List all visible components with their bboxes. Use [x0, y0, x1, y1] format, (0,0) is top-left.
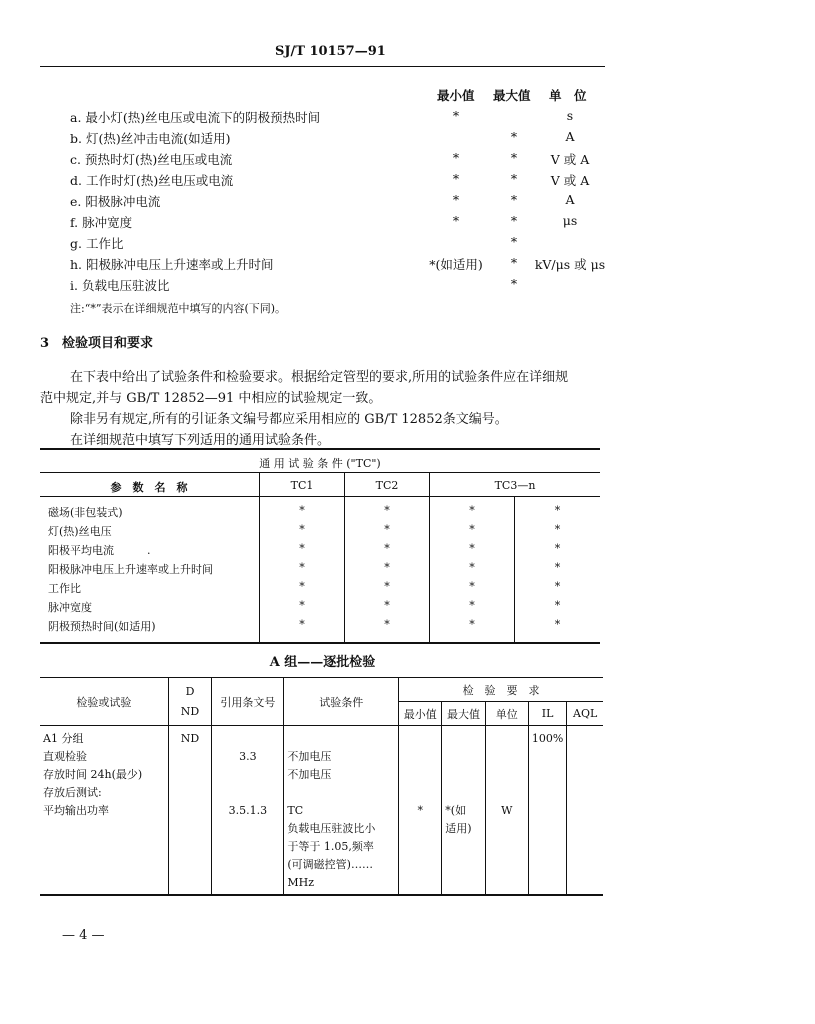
tc-row-value: *: [554, 561, 561, 574]
tc-row-value: *: [299, 618, 305, 631]
param-item-label: d. 工作时灯(热)丝电压或电流: [70, 173, 234, 188]
unit-line: W: [501, 804, 513, 817]
section-title: 3 检验项目和要求: [40, 336, 154, 351]
test-line: 存放后测试:: [43, 786, 102, 799]
param-item-unit: s: [566, 108, 574, 123]
condition-line: MHz: [287, 876, 315, 889]
tc-col-1: TC1: [290, 479, 314, 492]
min-line: *: [417, 804, 423, 817]
max-line: [445, 766, 481, 784]
condition-line: [287, 730, 395, 748]
tc-row-value: *: [554, 523, 561, 536]
cell-conditions: [284, 726, 399, 896]
param-item-min: *: [452, 150, 460, 165]
tc-row-value: *: [554, 618, 561, 631]
tc-row-value: *: [554, 580, 561, 593]
tc-row-value: *: [384, 618, 390, 631]
param-item-min: *(如适用): [429, 257, 483, 272]
cell-min: [399, 726, 442, 896]
param-item-max: *: [510, 234, 518, 249]
tc-row-value: *: [469, 580, 475, 593]
param-item-min: *: [452, 213, 460, 228]
col-min: 最小值: [437, 88, 475, 103]
condition-line: (可调磁控管)……: [287, 858, 373, 871]
clause-line: 3.5.1.3: [228, 804, 268, 817]
para3: 在详细规范中填写下列适用的通用试验条件。: [70, 433, 331, 448]
tc-vline: [344, 472, 345, 642]
tc-row-value: *: [469, 599, 475, 612]
cell-max: [442, 726, 485, 896]
tc-vline: [259, 472, 260, 642]
tc-vline: [429, 472, 430, 642]
th-nd: ND: [180, 704, 200, 718]
tc-param-header: 参 数 名 称: [110, 481, 188, 494]
test-line: 平均输出功率: [43, 804, 109, 817]
tc-row-value: *: [384, 523, 390, 536]
tc-row-value: *: [384, 504, 390, 517]
unit-line: [489, 766, 525, 784]
min-line: [402, 766, 438, 784]
tc-row-value: *: [469, 561, 475, 574]
th-test: 检验或试验: [40, 678, 168, 726]
tc-row-name: 脉冲宽度: [48, 601, 92, 614]
min-line: [402, 730, 438, 748]
clause-line: [215, 730, 280, 748]
clause-line: [215, 766, 280, 784]
tc-row-value: *: [554, 542, 561, 555]
tc-col-3: TC3—n: [494, 479, 536, 492]
tc-col-2: TC2: [375, 479, 399, 492]
cell-dnd: ND: [168, 726, 212, 896]
condition-line: 不加电压: [287, 768, 332, 781]
para1: 在下表中给出了试验条件和检验要求。根据给定管型的要求,所用的试验条件应在详细规: [70, 370, 569, 385]
unit-line: [489, 784, 525, 802]
param-item-label: a. 最小灯(热)丝电压或电流下的阴极预热时间: [70, 110, 321, 125]
param-item-label: e. 阳极脉冲电流: [70, 194, 161, 209]
max-line: *(如: [445, 804, 467, 817]
tc-row-value: *: [299, 542, 305, 555]
param-item-unit: V 或 A: [550, 152, 590, 167]
cell-test: [40, 726, 168, 896]
cell-aql: [567, 726, 603, 896]
condition-line: 不加电压: [287, 750, 332, 763]
aql-line: [570, 730, 600, 748]
param-item-min: *: [452, 171, 460, 186]
param-item-label: h. 阳极脉冲电压上升速率或上升时间: [70, 257, 274, 272]
clause-line: 3.3: [239, 750, 257, 763]
col-unit: 单 位: [549, 88, 587, 103]
tc-top-rule: [40, 448, 600, 450]
param-item-label: f. 脉冲宽度: [70, 215, 133, 230]
condition-line: TC: [287, 804, 304, 817]
param-item-unit: V 或 A: [550, 173, 590, 188]
th-min: 最小值: [399, 702, 442, 726]
tc-rule: [40, 472, 600, 473]
param-item-min: *: [452, 108, 460, 123]
th-unit: 单位: [485, 702, 528, 726]
tc-row-name: 阳极脉冲电压上升速率或上升时间: [48, 563, 213, 576]
test-line: A1 分组: [43, 732, 84, 745]
param-item-max: *: [510, 192, 518, 207]
tc-row-value: *: [384, 542, 390, 555]
tc-row-name: 阴极预热时间(如适用): [48, 620, 156, 633]
test-line: 存放时间 24h(最少): [43, 768, 143, 781]
condition-line: [287, 784, 395, 802]
param-item-max: *: [510, 213, 518, 228]
a-group-table: [40, 677, 603, 896]
min-line: [402, 784, 438, 802]
max-line: [445, 784, 481, 802]
min-line: [402, 748, 438, 766]
tc-row-name: 灯(热)丝电压: [48, 525, 112, 538]
page-number: — 4 —: [62, 928, 105, 943]
param-item-min: *: [452, 192, 460, 207]
tc-title: 通 用 试 验 条 件 ("TC"): [259, 457, 381, 470]
max-line: [445, 748, 481, 766]
th-conditions: 试验条件: [284, 678, 399, 726]
th-il: IL: [528, 702, 566, 726]
tc-row-value: *: [384, 599, 390, 612]
tc-row-value: *: [469, 618, 475, 631]
tc-row-name: 阳极平均电流 .: [48, 544, 151, 557]
param-item-label: g. 工作比: [70, 236, 124, 251]
param-item-unit: kV/μs 或 μs: [534, 257, 606, 272]
param-item-label: i. 负载电压驻波比: [70, 278, 170, 293]
tc-rule: [40, 496, 600, 497]
th-requirements: 检 验 要 求: [399, 678, 603, 702]
param-item-unit: A: [565, 192, 575, 207]
param-item-max: *: [510, 276, 518, 291]
tc-row-value: *: [299, 580, 305, 593]
clause-line: [215, 784, 280, 802]
a-group-title: A 组——逐批检验: [269, 655, 376, 670]
tc-bottom-rule: [40, 642, 600, 644]
tc-row-value: *: [299, 561, 305, 574]
cell-clause: [212, 726, 284, 896]
header-rule: [40, 66, 605, 67]
th-max: 最大值: [442, 702, 485, 726]
tc-row-value: *: [554, 599, 561, 612]
tc-row-value: *: [469, 523, 475, 536]
condition-line: 负载电压驻波比小: [287, 822, 376, 835]
condition-line: 于等于 1.05,频率: [287, 840, 374, 853]
tc-row-value: *: [299, 504, 305, 517]
doc-code: SJ/T 10157—91: [275, 44, 386, 59]
tc-row-value: *: [299, 599, 305, 612]
unit-line: [489, 748, 525, 766]
max-line: 适用): [445, 822, 472, 835]
max-line: [445, 730, 481, 748]
unit-line: [489, 730, 525, 748]
para1-cont: 范中规定,并与 GB/T 12852—91 中相应的试验规定一致。: [40, 391, 382, 406]
param-item-label: c. 预热时灯(热)丝电压或电流: [70, 152, 233, 167]
cell-il: [528, 726, 566, 896]
th-clause: 引用条文号: [212, 678, 284, 726]
param-item-max: *: [510, 129, 518, 144]
tc-row-value: *: [299, 523, 305, 536]
test-line: 直观检验: [43, 750, 87, 763]
param-item-label: b. 灯(热)丝冲击电流(如适用): [70, 131, 231, 146]
param-item-max: *: [510, 150, 518, 165]
tc-row-value: *: [469, 504, 475, 517]
param-item-unit: μs: [562, 213, 578, 228]
tc-row-value: *: [384, 561, 390, 574]
param-item-max: *: [510, 255, 518, 270]
tc-row-name: 磁场(非包装式): [48, 506, 123, 519]
param-item-unit: A: [565, 129, 575, 144]
tc-row-value: *: [554, 504, 561, 517]
tc-row-value: *: [469, 542, 475, 555]
para2: 除非另有规定,所有的引证条文编号都应采用相应的 GB/T 12852条文编号。: [70, 412, 508, 427]
th-d: D: [185, 684, 195, 698]
tc-row-name: 工作比: [48, 582, 81, 595]
th-dnd: [168, 678, 212, 726]
th-aql: AQL: [567, 702, 603, 726]
param-item-max: *: [510, 171, 518, 186]
cell-unit: [485, 726, 528, 896]
note: 注:“*”表示在详细规范中填写的内容(下同)。: [70, 302, 287, 315]
tc-row-value: *: [384, 580, 390, 593]
col-max: 最大值: [493, 88, 531, 103]
il-line: 100%: [531, 732, 564, 745]
